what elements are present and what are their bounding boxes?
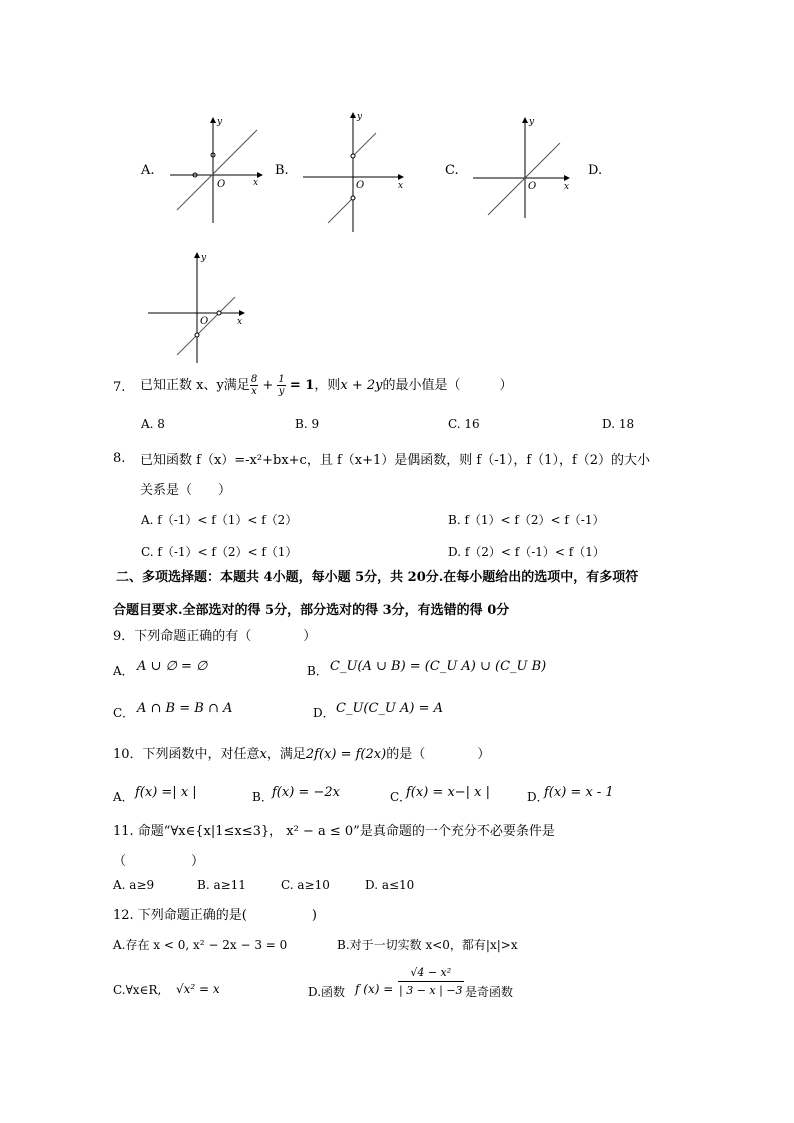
q11-stem: 11. 命题“∀x∈{x|1≤x≤3}， x² − a ≤ 0”是真命题的一个充分不必要条件是 <box>113 824 555 839</box>
q8-number: 8. <box>113 451 126 466</box>
q8-stem-line2: 关系是（ ） <box>140 483 232 498</box>
q11-option-b[interactable]: B. a≥11 <box>197 878 246 892</box>
q9-option-a-expr: A ∪ ∅ = ∅ <box>137 659 208 674</box>
q10-option-c-expr: f(x) = x−| x | <box>406 785 491 800</box>
q10-option-d-label[interactable]: D． <box>527 790 549 804</box>
q9-option-d-expr: C_U(C_U A) = A <box>336 701 444 716</box>
q12-option-a[interactable]: A.存在 x < 0, x² − 2x − 3 = 0 <box>113 938 288 952</box>
q6-option-b-label: B. <box>275 163 289 178</box>
q8-option-b[interactable]: B. f（1）< f（2）< f（-1） <box>448 513 605 527</box>
q6-option-d-label: D. <box>588 163 603 178</box>
q9-option-c-label[interactable]: C． <box>113 706 135 720</box>
q12-option-d-post: 是奇函数 <box>465 985 514 999</box>
section2-heading-line2: 合题目要求.全部选对的得 5分，部分选对的得 3分，有选错的得 0分 <box>113 603 510 618</box>
section2-heading-line1: 二、多项选择题：本题共 4小题，每小题 5分，共 20分.在每小题给出的选项中，有多项符 <box>116 570 639 585</box>
q6-graph-c <box>470 115 576 220</box>
q10-option-c-label[interactable]: C． <box>390 790 412 804</box>
q11-option-a[interactable]: A. a≥9 <box>113 878 155 892</box>
q7-fraction-2: $\frac{1}{y}$ <box>278 374 285 397</box>
q7-number: 7. <box>113 380 126 395</box>
q7-expr: x + 2y <box>340 378 383 393</box>
q7-option-a[interactable]: A. 8 <box>141 417 165 431</box>
q12-option-d-fraction: $\frac{\text{√4 − x²}}{| 3 - x | -3}$ <box>399 966 463 997</box>
axis-y-label: y <box>201 253 207 263</box>
q6-option-c-label: C. <box>445 163 459 178</box>
q7-option-b[interactable]: B. 9 <box>295 417 320 431</box>
q12-stem: 12. 下列命题正确的是( ) <box>113 908 317 923</box>
axis-x-label: x <box>253 178 259 188</box>
q12-option-c-label[interactable]: C.∀x∈R, <box>113 983 162 997</box>
q6-graph-d <box>145 250 250 365</box>
q10-option-a-label[interactable]: A． <box>113 790 134 804</box>
q12-option-c-expr: √x² = x <box>176 982 220 996</box>
axis-y-label: y <box>529 117 535 127</box>
q12-option-d-label[interactable]: D.函数 <box>308 985 346 999</box>
axis-y-label: y <box>217 117 223 127</box>
q8-option-a[interactable]: A. f（-1）< f（1）< f（2） <box>141 513 298 527</box>
q7-fraction-1: $\frac{8}{x}$ <box>250 374 258 397</box>
q9-stem: 9．下列命题正确的有（ ） <box>113 629 317 644</box>
q11-option-c[interactable]: C. a≥10 <box>281 878 330 892</box>
q7-stem: 已知正数 x、y满足 $\frac{8}{x}$ + $\frac{1}{y}$ = 1，则x + 2y的最小值是（ ） <box>140 374 513 397</box>
axis-x-label: x <box>564 182 570 192</box>
axis-y-label: y <box>357 112 363 122</box>
q8-option-c[interactable]: C. f（-1）< f（2）< f（1） <box>141 545 298 559</box>
q10-option-d-expr: f(x) = x - 1 <box>544 785 614 800</box>
q6-option-a-label: A. <box>141 163 155 178</box>
origin-label: O <box>217 179 226 190</box>
origin-label: O <box>528 181 537 192</box>
axis-x-label: x <box>398 181 404 191</box>
q12-option-d-fx: f (x) = <box>355 982 394 996</box>
q12-option-b[interactable]: B.对于一切实数 x<0，都有|x|>x <box>337 938 518 952</box>
q9-option-a-label[interactable]: A． <box>113 664 134 678</box>
q9-option-b-expr: C_U(A ∪ B) = (C_U A) ∪ (C_U B) <box>330 659 547 674</box>
q6-graph-b <box>298 110 410 235</box>
q7-option-c[interactable]: C. 16 <box>448 417 480 431</box>
origin-label: O <box>200 316 209 327</box>
axis-x-label: x <box>237 317 243 327</box>
q9-option-c-expr: A ∩ B = B ∩ A <box>137 701 233 716</box>
q10-stem: 10．下列函数中，对任意x，满足2f(x) = f(2x)的是（ ） <box>113 747 491 762</box>
q11-answer-paren: （ ） <box>113 854 205 869</box>
q10-option-b-expr: f(x) = −2x <box>272 785 340 800</box>
q11-option-d[interactable]: D. a≤10 <box>365 878 415 892</box>
q6-graph-a <box>165 115 265 225</box>
q7-option-d[interactable]: D. 18 <box>602 417 635 431</box>
origin-label: O <box>356 180 365 191</box>
q10-option-a-expr: f(x) =| x | <box>135 785 197 800</box>
q10-option-b-label[interactable]: B． <box>252 790 273 804</box>
q7-stem-pre: 已知正数 x、y满足 <box>140 378 250 393</box>
q9-option-d-label[interactable]: D． <box>313 706 335 720</box>
q9-option-b-label[interactable]: B． <box>307 664 328 678</box>
q8-stem-line1: 已知函数 f（x）=-x²+bx+c，且 f（x+1）是偶函数，则 f（-1），f（1），f（2）的大小 <box>140 453 651 468</box>
q8-option-d[interactable]: D. f（2）< f（-1）< f（1） <box>448 545 605 559</box>
